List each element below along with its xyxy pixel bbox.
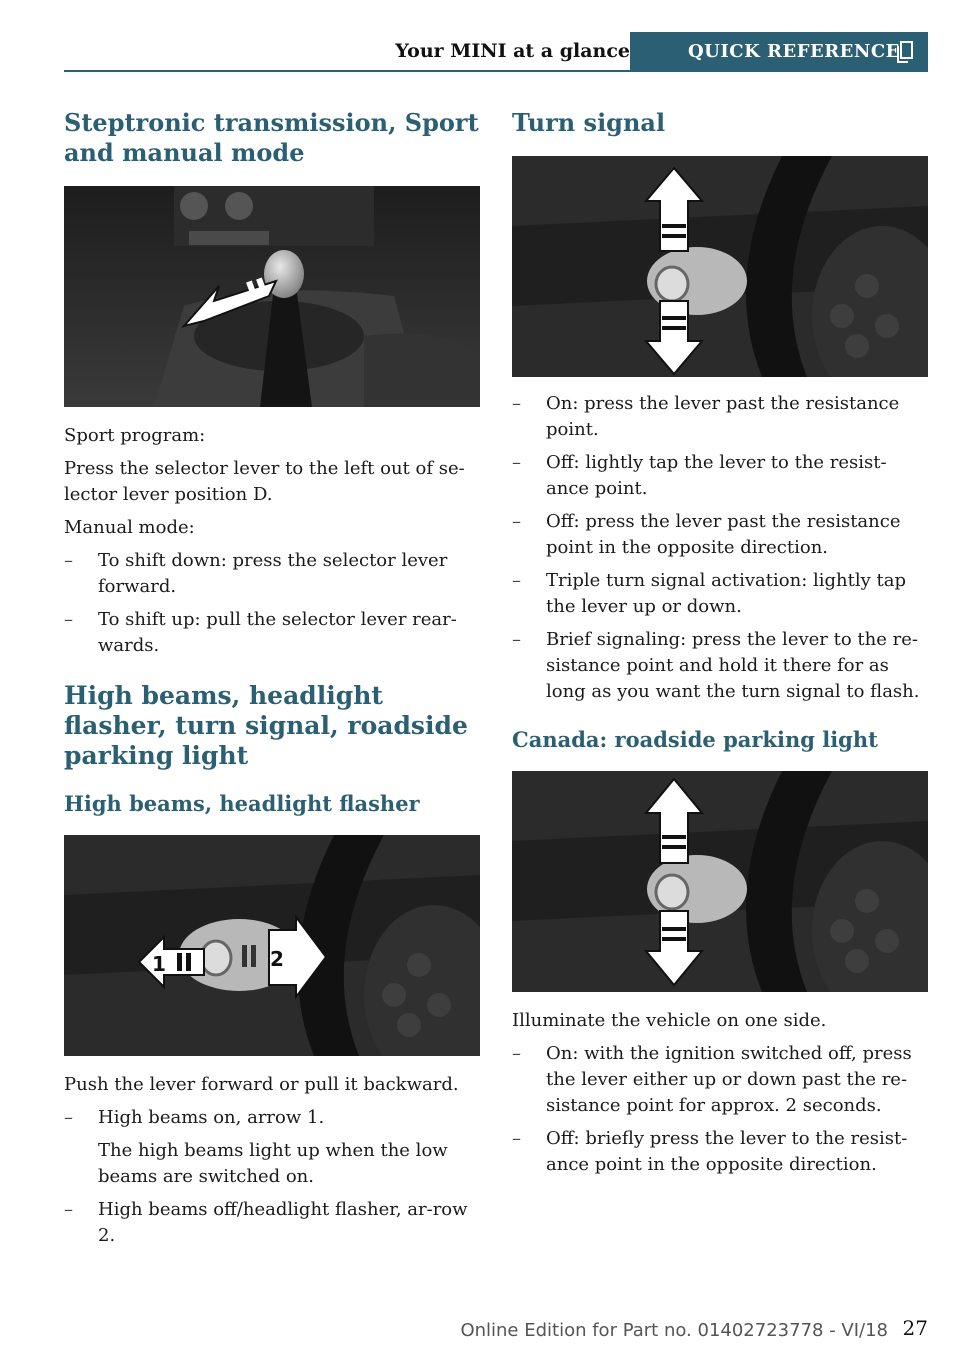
list-item: – On: with the ignition switched off, press the lever either up or down past the re-sistance point for approx. 2 seconds. (512, 1043, 912, 1116)
list-item: – High beams on, arrow 1. (64, 1107, 325, 1128)
list-item: – Off: press the lever past the resistance point in the opposite direction. (512, 511, 901, 558)
illuminate-text: Illuminate the vehicle on one side. (512, 1010, 827, 1031)
turn-signal-photo (512, 156, 928, 377)
heading-turn-signal: Turn signal (512, 108, 666, 137)
high-beam-list-2 (64, 1197, 480, 1249)
page-header (64, 32, 928, 72)
list-item: – To shift down: press the selector lever forward. (64, 550, 448, 597)
right-column (512, 108, 928, 1185)
canada-list (512, 1041, 928, 1178)
list-item: – Off: lightly tap the lever to the resist-ance point. (512, 452, 887, 499)
sport-program-label: Sport program: (64, 425, 206, 446)
header-rule (64, 70, 928, 72)
push-lever-text: Push the lever forward or pull it backward. (64, 1074, 459, 1095)
gear-selector-photo (64, 186, 480, 407)
quick-reference-tab[interactable] (630, 32, 928, 72)
heading-steptronic: Steptronic transmission, Sport and manual mode (64, 108, 479, 167)
high-beam-list (64, 1105, 480, 1131)
high-beam-lever-photo (64, 835, 480, 1056)
left-column (64, 108, 480, 1256)
section-title: Your MINI at a glance (395, 40, 630, 62)
edition-text: Online Edition for Part no. 01402723778 - VI/18 (460, 1320, 888, 1341)
list-item: – High beams off/headlight flasher, ar-row 2. (64, 1199, 468, 1246)
turn-signal-list (512, 391, 928, 705)
heading-high-beams-group: High beams, headlight flasher, turn signal, roadside parking light (64, 681, 468, 770)
sport-program-text: Press the selector lever to the left out of se-lector lever position D. (64, 458, 465, 505)
quick-reference-label: QUICK REFERENCE (688, 41, 900, 62)
list-item: – To shift up: pull the selector lever rear-wards. (64, 609, 457, 656)
list-item: – On: press the lever past the resistance point. (512, 393, 900, 440)
arrow-1-label: 1 (152, 952, 166, 976)
book-icon (896, 41, 914, 63)
high-beam-note: The high beams light up when the low beams are switched on. (98, 1140, 448, 1187)
manual-mode-list (64, 548, 480, 659)
heading-canada: Canada: roadside parking light (512, 727, 878, 752)
parking-light-photo (512, 771, 928, 992)
arrow-2-label: 2 (270, 947, 284, 971)
heading-high-beams: High beams, headlight flasher (64, 791, 420, 816)
list-item: – Triple turn signal activation: lightly tap the lever up or down. (512, 570, 906, 617)
list-item: – Brief signaling: press the lever to the re-sistance point and hold it there for as long as you want the turn signal to flash. (512, 629, 920, 702)
list-item: – Off: briefly press the lever to the resist-ance point in the opposite direction. (512, 1128, 908, 1175)
manual-mode-label: Manual mode: (64, 517, 195, 538)
page-number: 27 (902, 1316, 928, 1340)
